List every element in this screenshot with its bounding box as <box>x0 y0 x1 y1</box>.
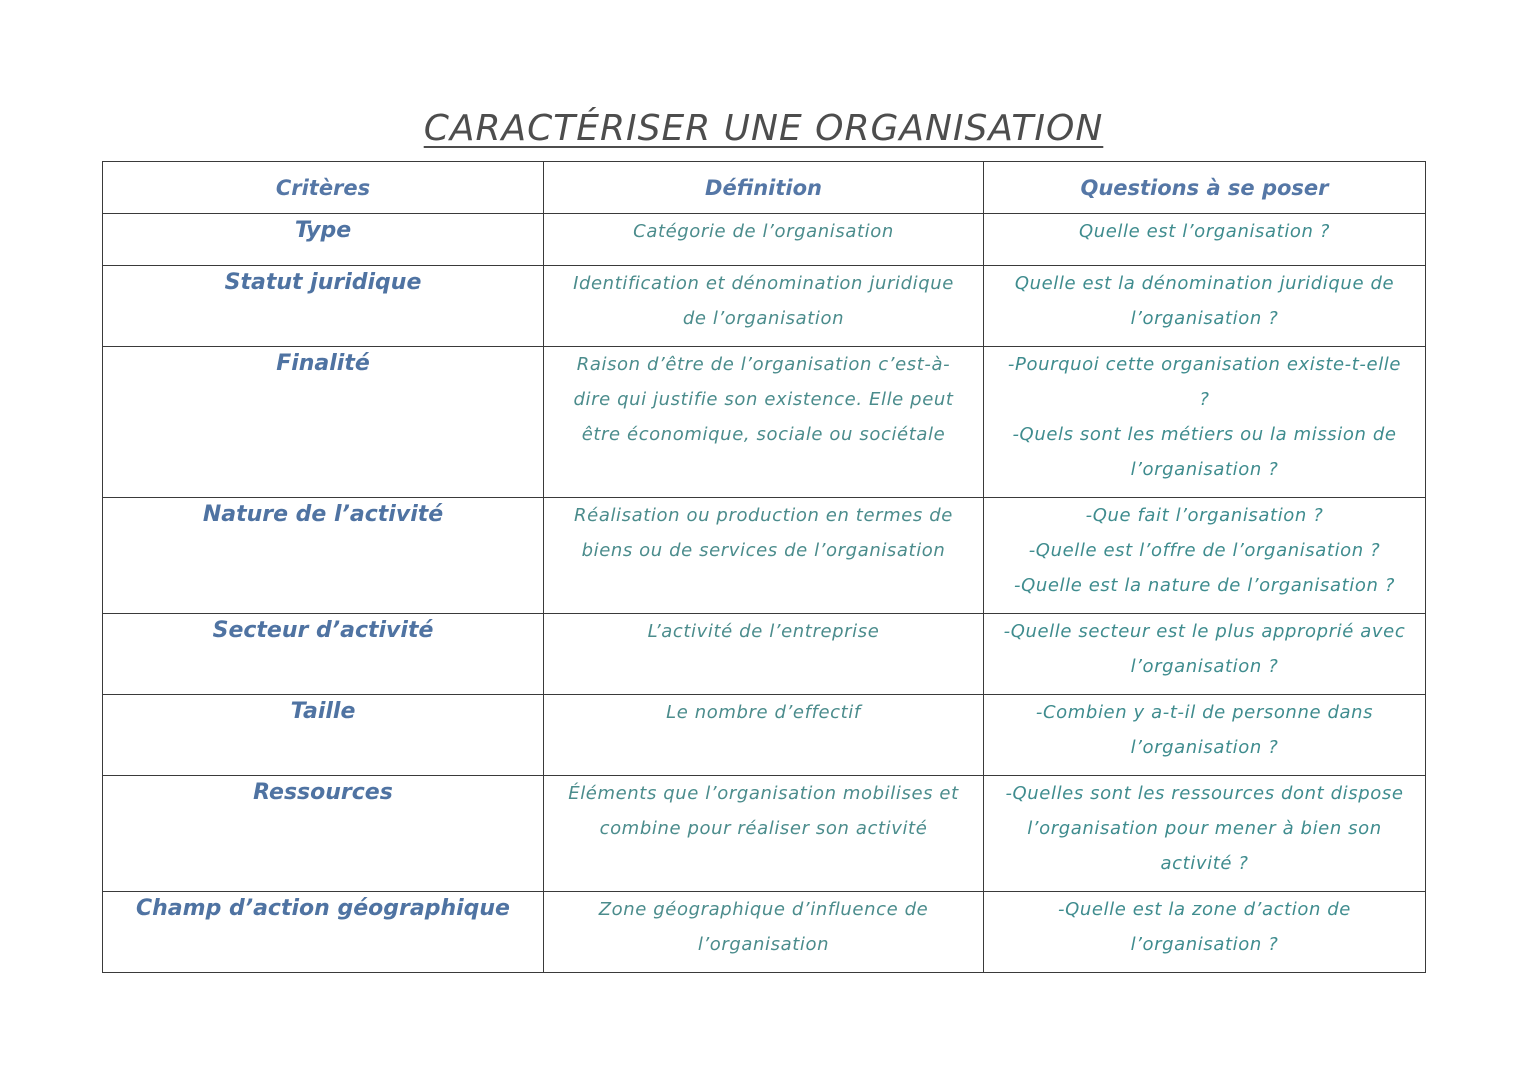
header-row <box>103 162 1426 214</box>
question-line: l’organisation ? <box>1130 934 1279 955</box>
question-line: l’organisation ? <box>1130 656 1279 677</box>
header-questions: Questions à se poser <box>984 162 1426 214</box>
criterion-cell: Champ d’action géographique <box>103 892 544 973</box>
question-line: -Pourquoi cette organisation existe-t-elle <box>1007 354 1402 375</box>
definition-line: Le nombre d’effectif <box>666 702 861 723</box>
header-definition: Définition <box>544 162 984 214</box>
definition-line: être économique, sociale ou sociétale <box>581 424 946 445</box>
question-line: -Quelle est la zone d’action de <box>1058 899 1351 920</box>
question-line: l’organisation pour mener à bien son <box>1027 818 1382 839</box>
question-line: Quelle est l’organisation ? <box>1078 221 1331 242</box>
definition-cell <box>544 214 984 266</box>
definition-cell <box>544 776 984 892</box>
criterion-cell: Secteur d’activité <box>103 614 544 695</box>
question-line: -Combien y a-t-il de personne dans <box>1035 702 1374 723</box>
definition-line: Catégorie de l’organisation <box>633 221 894 242</box>
table-row <box>103 892 1426 973</box>
table-row <box>103 266 1426 347</box>
questions-cell <box>984 776 1426 892</box>
definition-cell <box>544 892 984 973</box>
definition-cell <box>544 695 984 776</box>
question-line: -Quels sont les métiers ou la mission de <box>1012 424 1397 445</box>
table-row <box>103 347 1426 498</box>
question-line: -Que fait l’organisation ? <box>1085 505 1324 526</box>
question-line: -Quelle est la nature de l’organisation ? <box>1013 575 1395 596</box>
criterion-cell: Nature de l’activité <box>103 498 544 614</box>
question-line: l’organisation ? <box>1130 459 1279 480</box>
questions-cell <box>984 266 1426 347</box>
table-body <box>103 214 1426 973</box>
questions-cell <box>984 347 1426 498</box>
criterion-cell: Taille <box>103 695 544 776</box>
definition-line: combine pour réaliser son activité <box>599 818 928 839</box>
header-criteria: Critères <box>103 162 544 214</box>
definition-line: l’organisation <box>697 934 830 955</box>
definition-line: Identification et dénomination juridique <box>573 273 954 294</box>
definition-line: de l’organisation <box>682 308 845 329</box>
table-row <box>103 498 1426 614</box>
definition-cell <box>544 347 984 498</box>
criterion-cell: Type <box>103 214 544 266</box>
definition-line: Éléments que l’organisation mobilises et <box>568 783 959 804</box>
question-line: -Quelles sont les ressources dont dispose <box>1005 783 1404 804</box>
definition-line: Réalisation ou production en termes de <box>574 505 953 526</box>
question-line: l’organisation ? <box>1130 737 1279 758</box>
definition-cell <box>544 498 984 614</box>
questions-cell <box>984 614 1426 695</box>
criterion-cell: Statut juridique <box>103 266 544 347</box>
questions-cell <box>984 214 1426 266</box>
definition-line: dire qui justifie son existence. Elle peut <box>573 389 954 410</box>
question-line: ? <box>1199 389 1210 410</box>
definition-line: Raison d’être de l’organisation c’est-à- <box>576 354 951 375</box>
page-title-text: CARACTÉRISER UNE ORGANISATION <box>423 108 1104 149</box>
question-line: -Quelle secteur est le plus approprié avec <box>1003 621 1406 642</box>
definition-cell <box>544 614 984 695</box>
table-row <box>103 214 1426 266</box>
table-row <box>103 776 1426 892</box>
criteria-table <box>102 161 1426 973</box>
question-line: -Quelle est l’offre de l’organisation ? <box>1028 540 1381 561</box>
question-line: Quelle est la dénomination juridique de <box>1014 273 1395 294</box>
definition-line: L’activité de l’entreprise <box>647 621 880 642</box>
criterion-cell: Ressources <box>103 776 544 892</box>
questions-cell <box>984 498 1426 614</box>
question-line: activité ? <box>1160 853 1249 874</box>
page-title <box>0 108 1527 149</box>
definition-line: Zone géographique d’influence de <box>598 899 929 920</box>
questions-cell <box>984 892 1426 973</box>
table-row <box>103 614 1426 695</box>
table-row <box>103 695 1426 776</box>
question-line: l’organisation ? <box>1130 308 1279 329</box>
definition-line: biens ou de services de l’organisation <box>581 540 946 561</box>
questions-cell <box>984 695 1426 776</box>
definition-cell <box>544 266 984 347</box>
criterion-cell: Finalité <box>103 347 544 498</box>
